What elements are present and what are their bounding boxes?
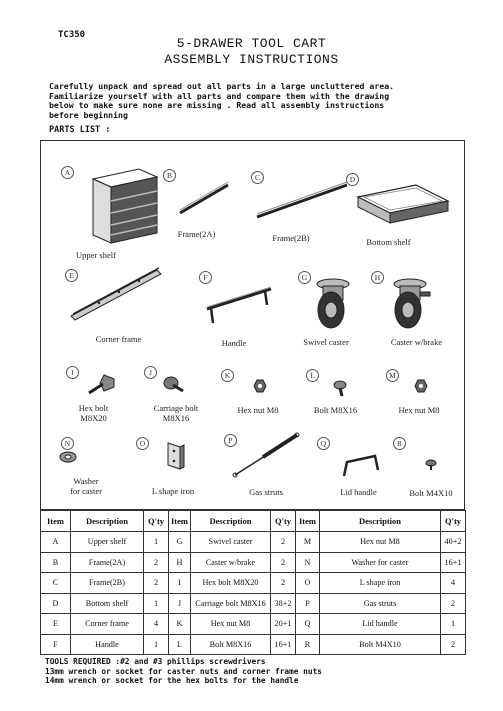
table-cell: Hex nut M8 — [191, 614, 271, 635]
table-cell: Caster w/brake — [191, 552, 271, 573]
intro-line: before beginning — [49, 109, 128, 120]
part-marker-r: R — [393, 437, 406, 450]
column-header: Description — [71, 511, 144, 532]
table-cell: Frame(2B) — [71, 573, 144, 594]
table-cell: 2 — [144, 573, 169, 594]
document-subtitle: ASSEMBLY INSTRUCTIONS — [164, 52, 339, 67]
part-marker-e: E — [65, 269, 78, 282]
table-cell: B — [41, 552, 71, 573]
part-marker-o: O — [136, 437, 149, 450]
intro-paragraph — [49, 82, 469, 120]
bolt-m8x16-drawing — [333, 379, 353, 397]
part-caption-bolt-m8x16: Bolt M8X16 — [313, 405, 358, 415]
caster-with-brake-drawing — [386, 276, 436, 331]
column-header: Item — [169, 511, 191, 532]
table-cell: Swivel caster — [191, 532, 271, 553]
table-cell: 1 — [144, 634, 169, 655]
table-cell: L shape iron — [320, 573, 441, 594]
washer-drawing — [59, 451, 77, 463]
table-cell: Bolt M4X10 — [320, 634, 441, 655]
part-marker-q: Q — [317, 437, 330, 450]
table-cell: 20+1 — [271, 614, 296, 635]
table-cell: D — [41, 593, 71, 614]
intro-line: Familiarize yourself with all parts and compare them with the drawing — [49, 90, 390, 101]
table-cell: M — [296, 532, 320, 553]
part-caption-frame-2b: Frame(2B) — [272, 233, 310, 243]
lid-handle-drawing — [341, 454, 381, 478]
table-cell: 1 — [441, 614, 466, 635]
model-number: TC350 — [58, 30, 86, 40]
table-row — [41, 532, 466, 553]
bolt-m4x10-drawing — [425, 459, 437, 471]
part-marker-p: P — [224, 434, 237, 447]
part-caption-corner-frame: Corner frame — [95, 334, 142, 344]
upper-shelf-drawing — [89, 163, 159, 248]
part-marker-m: M — [386, 369, 399, 382]
table-cell: Q — [296, 614, 320, 635]
part-marker-k: K — [221, 369, 234, 382]
table-row — [41, 634, 466, 655]
table-cell: I — [169, 573, 191, 594]
part-caption-bottom-shelf: Bottom shelf — [366, 237, 411, 247]
handle-drawing — [201, 281, 281, 326]
table-cell: N — [296, 552, 320, 573]
part-caption-caster-with-brake: Caster w/brake — [390, 337, 443, 347]
column-header: Item — [296, 511, 320, 532]
part-marker-g: G — [298, 271, 311, 284]
part-caption-hex-nut-k: Hex nut M8 — [237, 405, 279, 415]
table-cell: 1 — [144, 532, 169, 553]
table-cell: 2 — [271, 552, 296, 573]
parts-list-heading: PARTS LIST : — [49, 125, 111, 135]
table-row — [41, 614, 466, 635]
document-title: 5-DRAWER TOOL CART — [176, 36, 327, 51]
table-cell: 1 — [144, 593, 169, 614]
part-caption-handle: Handle — [221, 338, 247, 348]
table-cell: 40+2 — [441, 532, 466, 553]
intro-line: Carefully unpack and spread out all parts in a large uncluttered area. — [49, 81, 395, 91]
table-cell: A — [41, 532, 71, 553]
table-cell: Hex bolt M8X20 — [191, 573, 271, 594]
table-cell: P — [296, 593, 320, 614]
tools-required — [45, 657, 475, 686]
part-caption-l-shape-iron: L shape iron — [151, 486, 195, 496]
swivel-caster-drawing — [309, 276, 359, 331]
tools-line: 14mm wrench or socket for the hex bolts for the handle — [45, 676, 299, 685]
table-cell: Gas struts — [320, 593, 441, 614]
table-cell: E — [41, 614, 71, 635]
column-header: Description — [191, 511, 271, 532]
table-cell: K — [169, 614, 191, 635]
part-marker-j: J — [144, 366, 157, 379]
table-cell: F — [41, 634, 71, 655]
part-marker-c: C — [251, 171, 264, 184]
table-cell: Bolt M8X16 — [191, 634, 271, 655]
l-shape-iron-drawing — [166, 441, 186, 471]
column-header: Description — [320, 511, 441, 532]
table-cell: 4 — [144, 614, 169, 635]
intro-line: below to make sure none are missing . Read all assembly instructions — [49, 100, 385, 111]
table-cell: Washer for caster — [320, 552, 441, 573]
part-caption-upper-shelf: Upper shelf — [76, 250, 116, 260]
part-caption-washer: Washer for caster — [70, 476, 102, 496]
table-cell: Corner frame — [71, 614, 144, 635]
table-cell: J — [169, 593, 191, 614]
table-header-row — [41, 511, 466, 532]
part-marker-h: H — [371, 271, 384, 284]
table-cell: G — [169, 532, 191, 553]
table-cell: 38+2 — [271, 593, 296, 614]
table-cell: Lid handle — [320, 614, 441, 635]
hex-nut-drawing — [253, 379, 267, 393]
table-cell: Frame(2A) — [71, 552, 144, 573]
part-marker-i: I — [66, 366, 79, 379]
part-marker-d: D — [346, 173, 359, 186]
column-header: Q'ty — [441, 511, 466, 532]
bottom-shelf-drawing — [356, 179, 451, 229]
part-caption-hex-nut-m: Hex nut M8 — [398, 405, 440, 415]
table-cell: 2 — [271, 573, 296, 594]
hex-bolt-drawing — [86, 373, 116, 398]
table-cell: H — [169, 552, 191, 573]
part-marker-l: L — [306, 369, 319, 382]
table-row — [41, 593, 466, 614]
table-row — [41, 552, 466, 573]
table-cell: Hex nut M8 — [320, 532, 441, 553]
table-cell: 2 — [441, 593, 466, 614]
frame-2b-drawing — [251, 181, 351, 221]
tools-line: TOOLS REQUIRED :#2 and #3 phillips screwdrivers — [45, 657, 266, 666]
column-header: Item — [41, 511, 71, 532]
part-caption-frame-2a: Frame(2A) — [177, 229, 216, 239]
corner-frame-drawing — [69, 266, 164, 321]
part-caption-swivel-caster: Swivel caster — [303, 337, 349, 347]
part-marker-f: F — [199, 271, 212, 284]
table-cell: 2 — [144, 552, 169, 573]
table-cell: C — [41, 573, 71, 594]
part-caption-hex-bolt: Hex bolt M8X20 — [78, 403, 109, 423]
parts-table — [40, 510, 466, 655]
part-caption-carriage-bolt: Carriage bolt M8X16 — [153, 403, 199, 423]
table-cell: O — [296, 573, 320, 594]
table-cell: L — [169, 634, 191, 655]
table-cell: 2 — [271, 532, 296, 553]
frame-2a-drawing — [176, 181, 231, 216]
part-marker-b: B — [163, 169, 176, 182]
part-marker-n: N — [61, 437, 74, 450]
table-cell: Bottom shelf — [71, 593, 144, 614]
part-caption-gas-struts: Gas struts — [249, 487, 283, 497]
table-cell: R — [296, 634, 320, 655]
part-caption-bolt-m4x10: Bolt M4X10 — [409, 488, 453, 498]
table-cell: Handle — [71, 634, 144, 655]
table-cell: Carriage bolt M8X16 — [191, 593, 271, 614]
table-cell: 16+1 — [441, 552, 466, 573]
table-cell: 16+1 — [271, 634, 296, 655]
column-header: Q'ty — [144, 511, 169, 532]
hex-nut-m-drawing — [414, 379, 428, 393]
part-caption-lid-handle: Lid handle — [340, 487, 377, 497]
table-cell: 2 — [441, 634, 466, 655]
parts-diagram — [40, 140, 465, 510]
column-header: Q'ty — [271, 511, 296, 532]
table-row — [41, 573, 466, 594]
carriage-bolt-drawing — [163, 375, 185, 395]
table-cell: Upper shelf — [71, 532, 144, 553]
table-cell: 4 — [441, 573, 466, 594]
part-marker-a: A — [61, 166, 74, 179]
gas-struts-drawing — [231, 431, 301, 481]
tools-line: 13mm wrench or socket for caster nuts and corner frame nuts — [45, 666, 322, 676]
